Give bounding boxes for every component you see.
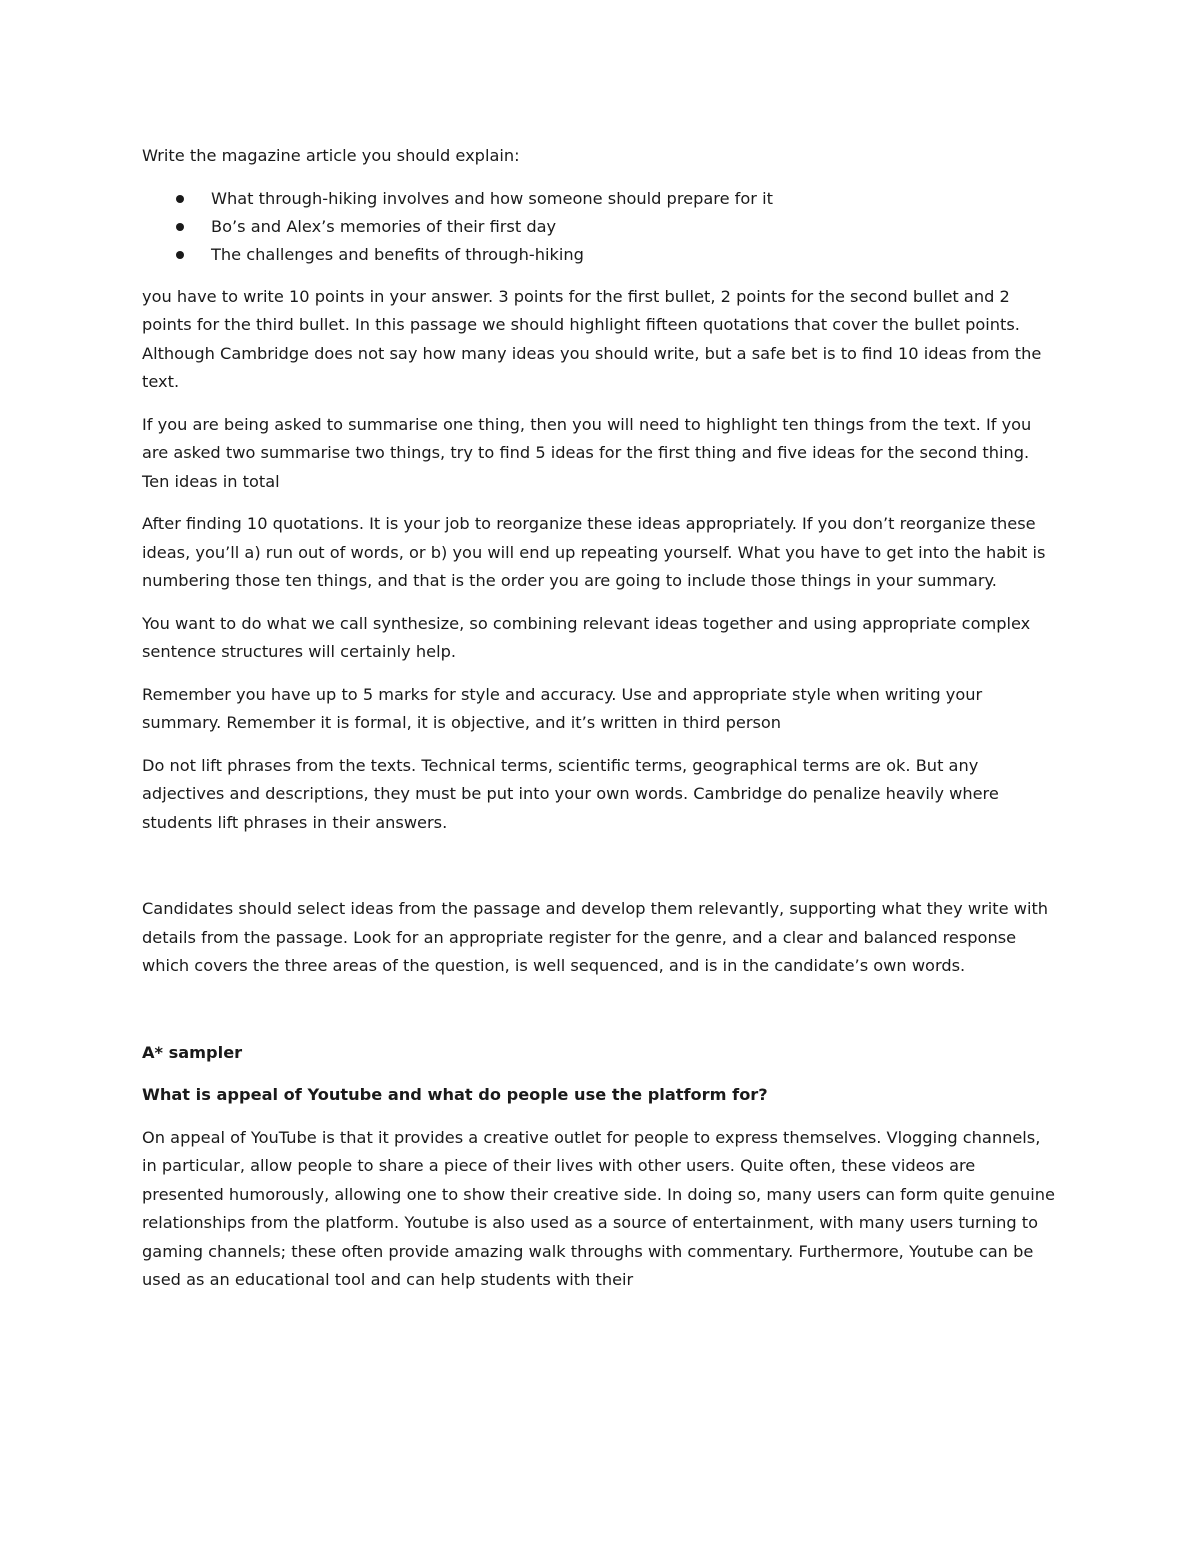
question-heading: What is appeal of Youtube and what do people use the platform for?: [142, 1085, 768, 1104]
paragraph-candidates: Candidates should select ideas from the passage and develop them relevantly, supporting what they write with details from the passage. Look for an appropriate register for the genre, and a clear and balanced response which covers the three areas of the question, is well sequenced, and is in the candidate’s own words.: [142, 899, 1049, 975]
paragraph-reorganize: After finding 10 quotations. It is your job to reorganize these ideas appropriately. If you don’t reorganize these ideas, you’ll a) run out of words, or b) you will end up repeating yourself. What you have to get into the habit is numbering those ten things, and that is the order you are going to include those things in your summary.: [142, 514, 1046, 590]
sampler-heading: A* sampler: [142, 1042, 243, 1062]
list-item: [168, 213, 1060, 241]
paragraph-style: Remember you have up to 5 marks for style and accuracy. Use and appropriate style when writing your summary. Remember it is formal, it is objective, and it’s written in third person: [142, 684, 983, 732]
answer-paragraph: On appeal of YouTube is that it provides a creative outlet for people to express themselves. Vlogging channels, in particular, allow people to share a piece of their lives with other users. Quite often, these videos are presented humorously, allowing one to show their creative side. In doing so, many users can form quite genuine relationships from the platform. Youtube is also used as a source of entertainment, with many users turning to gaming channels; these often provide amazing walk throughs with commentary. Furthermore, Youtube can be used as an educational tool and can help students with their: [142, 1127, 1055, 1289]
bullet-icon: [176, 251, 184, 259]
paragraph-synthesize: You want to do what we call synthesize, so combining relevant ideas together and using appropriate complex sentence structures will certainly help.: [142, 613, 1031, 661]
blank-line: [142, 995, 1060, 1039]
intro-text: Write the magazine article you should explain:: [142, 146, 520, 165]
list-item-text: What through-hiking involves and how someone should prepare for it: [211, 188, 773, 208]
paragraph-summarise: If you are being asked to summarise one thing, then you will need to highlight ten things from the text. If you are asked two summarise two things, try to find 5 ideas for the first thing and five ideas for the second thing. Ten ideas in total: [142, 414, 1032, 491]
list-item: [168, 185, 1060, 213]
bullet-list: [142, 185, 1060, 269]
paragraph-lift-phrases: Do not lift phrases from the texts. Technical terms, scientific terms, geographical terms are ok. But any adjectives and descriptions, they must be put into your own words. Cambridge do penalize heavily where students lift phrases in their answers.: [142, 755, 999, 832]
list-item-text: Bo’s and Alex’s memories of their first day: [211, 216, 557, 236]
bullet-icon: [176, 223, 184, 231]
list-item-text: The challenges and benefits of through-hiking: [211, 244, 584, 264]
list-item: [168, 241, 1060, 269]
bullet-icon: [176, 195, 184, 203]
paragraph-points: you have to write 10 points in your answer. 3 points for the first bullet, 2 points for the second bullet and 2 points for the third bullet. In this passage we should highlight fifteen quotations that cover the bullet points. Although Cambridge does not say how many ideas you should write, but a safe bet is to find 10 ideas from the text.: [142, 286, 1042, 391]
blank-line: [142, 851, 1060, 895]
